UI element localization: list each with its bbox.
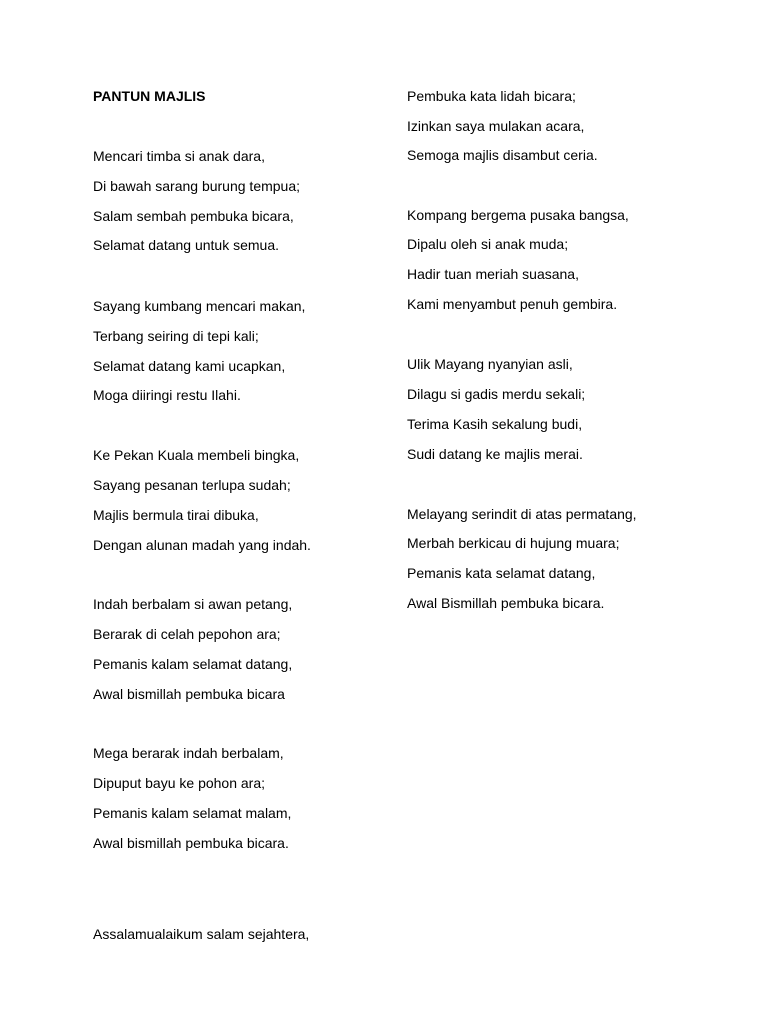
poem-line: Salam sembah pembuka bicara, [93, 208, 294, 224]
poem-line: Dilagu si gadis merdu sekali; [407, 386, 586, 402]
poem-line: Ke Pekan Kuala membeli bingka, [93, 447, 300, 463]
poem-line: Awal Bismillah pembuka bicara. [407, 595, 605, 611]
poem-line: Selamat datang untuk semua. [93, 237, 280, 253]
poem-line: Pemanis kalam selamat malam, [93, 805, 292, 821]
document-title: PANTUN MAJLIS [93, 88, 206, 104]
poem-line: Semoga majlis disambut ceria. [407, 147, 598, 163]
poem-line: Kami menyambut penuh gembira. [407, 296, 618, 312]
poem-line: Merbah berkicau di hujung muara; [407, 535, 620, 551]
poem-line: Terbang seiring di tepi kali; [93, 328, 259, 344]
poem-line: Dengan alunan madah yang indah. [93, 537, 311, 553]
poem-line: Indah berbalam si awan petang, [93, 596, 293, 612]
poem-line: Pembuka kata lidah bicara; [407, 88, 576, 104]
poem-line: Dipalu oleh si anak muda; [407, 236, 569, 252]
poem-line: Awal bismillah pembuka bicara [93, 686, 285, 702]
poem-line: Melayang serindit di atas permatang, [407, 506, 637, 522]
poem-line: Awal bismillah pembuka bicara. [93, 835, 289, 851]
poem-line: Di bawah sarang burung tempua; [93, 178, 301, 194]
poem-line: Moga diiringi restu Ilahi. [93, 387, 241, 403]
poem-line: Sayang pesanan terlupa sudah; [93, 477, 291, 493]
poem-line: Mega berarak indah berbalam, [93, 745, 284, 761]
poem-line: Pemanis kata selamat datang, [407, 565, 596, 581]
poem-line: Berarak di celah pepohon ara; [93, 626, 281, 642]
poem-line: Hadir tuan meriah suasana, [407, 266, 579, 282]
poem-line: Sudi datang ke majlis merai. [407, 446, 583, 462]
poem-line: Izinkan saya mulakan acara, [407, 118, 585, 134]
poem-line: Terima Kasih sekalung budi, [407, 416, 583, 432]
poem-line: Ulik Mayang nyanyian asli, [407, 356, 573, 372]
poem-line: Kompang bergema pusaka bangsa, [407, 207, 629, 223]
poem-line: Sayang kumbang mencari makan, [93, 298, 306, 314]
poem-line: Majlis bermula tirai dibuka, [93, 507, 259, 523]
poem-line: Mencari timba si anak dara, [93, 148, 265, 164]
poem-line: Dipuput bayu ke pohon ara; [93, 775, 266, 791]
poem-line: Pemanis kalam selamat datang, [93, 656, 293, 672]
poem-line: Selamat datang kami ucapkan, [93, 358, 286, 374]
poem-line: Assalamualaikum salam sejahtera, [93, 926, 310, 942]
